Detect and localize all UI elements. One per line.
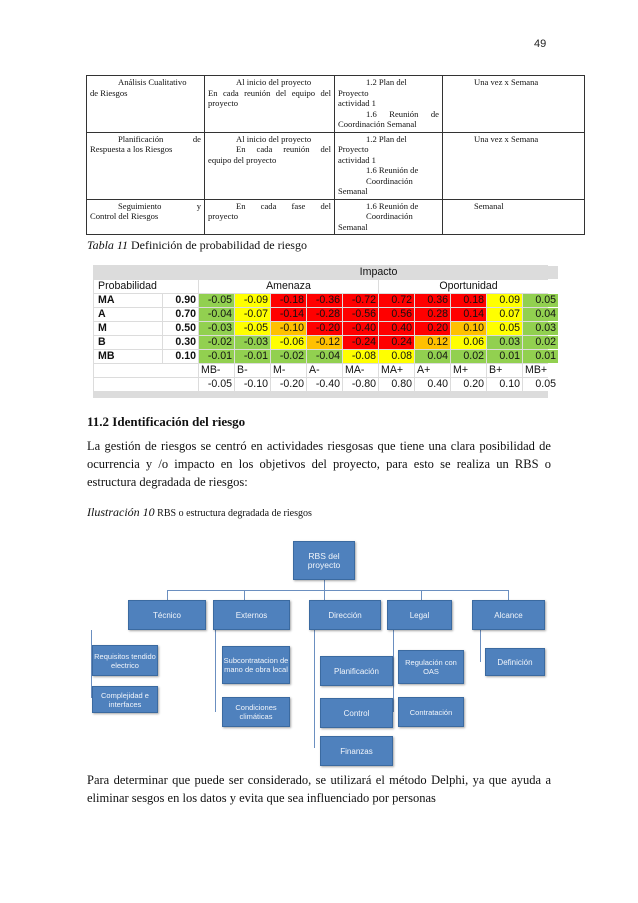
rbs-node-direccion: Dirección [309, 600, 381, 630]
matrix-cell: -0.56 [343, 308, 378, 321]
matrix-cell: 0.40 [379, 322, 414, 335]
table-cell: Al inicio del proyecto En cada reunión del equipo del proyecto [205, 132, 335, 199]
matrix-cell: -0.05 [199, 294, 234, 307]
matrix-row [94, 350, 558, 363]
rbs-node-planificacion: Planificación [320, 656, 393, 686]
rbs-node-subcontratacion: Subcontratacion de mano de obra local [222, 646, 290, 684]
impact-label: MB+ [523, 364, 558, 377]
impact-value: -0.20 [271, 378, 306, 391]
connector [167, 590, 509, 591]
connector [480, 630, 481, 662]
rbs-node-definicion: Definición [485, 648, 545, 676]
rbs-root-node: RBS del proyecto [293, 541, 355, 580]
matrix-cell: 0.03 [487, 336, 522, 349]
impact-value: 0.40 [415, 378, 450, 391]
probability-value: 0.10 [163, 350, 198, 363]
table-row [87, 199, 585, 235]
matrix-cell: -0.40 [343, 322, 378, 335]
impact-value: 0.10 [487, 378, 522, 391]
matrix-cell: 0.12 [415, 336, 450, 349]
probability-label: M [94, 322, 162, 335]
matrix-cell: -0.18 [271, 294, 306, 307]
matrix-row [94, 336, 558, 349]
impact-label: MB- [199, 364, 234, 377]
probability-label: B [94, 336, 162, 349]
rbs-node-control: Control [320, 698, 393, 728]
threat-header: Amenaza [199, 280, 378, 293]
rbs-node-regulacion: Regulación con OAS [398, 650, 464, 684]
probability-value: 0.70 [163, 308, 198, 321]
rbs-node-tecnico: Técnico [128, 600, 206, 630]
matrix-cell: -0.10 [271, 322, 306, 335]
connector [244, 590, 245, 600]
illustration-caption: Ilustración 10 RBS o estructura degradada de riesgos [87, 505, 312, 519]
impact-label: M- [271, 364, 306, 377]
rbs-node-legal: Legal [387, 600, 452, 630]
matrix-cell: 0.28 [415, 308, 450, 321]
matrix-cell: -0.01 [199, 350, 234, 363]
rbs-node-externos: Externos [213, 600, 290, 630]
probability-label: MA [94, 294, 162, 307]
table-cell: Al inicio del proyecto En cada reunión del equipo del proyecto [205, 76, 335, 133]
connector [324, 580, 325, 600]
rbs-node-complejidad: Complejidad e interfaces [92, 686, 158, 713]
connector [314, 630, 315, 748]
rbs-node-contratacion: Contratación [398, 697, 464, 727]
matrix-cell: 0.04 [415, 350, 450, 363]
matrix-cell: 0.18 [451, 294, 486, 307]
matrix-cell: -0.24 [343, 336, 378, 349]
matrix-cell: 0.01 [523, 350, 558, 363]
matrix-cell: -0.03 [199, 322, 234, 335]
matrix-cell: -0.02 [199, 336, 234, 349]
probability-value: 0.90 [163, 294, 198, 307]
matrix-cell: 0.10 [451, 322, 486, 335]
matrix-cell: -0.20 [307, 322, 342, 335]
matrix-cell: 0.06 [451, 336, 486, 349]
matrix-cell: 0.36 [415, 294, 450, 307]
matrix-cell: -0.12 [307, 336, 342, 349]
table-caption: Tabla 11 Definición de probabilidad de riesgo [87, 238, 307, 252]
matrix-cell: 0.05 [487, 322, 522, 335]
impact-label: A+ [415, 364, 450, 377]
impact-label: M+ [451, 364, 486, 377]
matrix-cell: -0.06 [271, 336, 306, 349]
matrix-cell: 0.02 [451, 350, 486, 363]
rbs-node-finanzas: Finanzas [320, 736, 393, 766]
impact-value: 0.80 [379, 378, 414, 391]
impact-label: B- [235, 364, 270, 377]
matrix-cell: 0.05 [523, 294, 558, 307]
page-number: 49 [534, 38, 547, 50]
connector [421, 590, 422, 600]
table-row [87, 132, 585, 199]
table-cell: Seguimiento y Control del Riesgos [87, 199, 205, 235]
impact-label: MA+ [379, 364, 414, 377]
probability-label: MB [94, 350, 162, 363]
matrix-cell: -0.07 [235, 308, 270, 321]
matrix-cell: -0.08 [343, 350, 378, 363]
matrix-cell: 0.01 [487, 350, 522, 363]
impact-value: 0.20 [451, 378, 486, 391]
matrix-row [94, 294, 558, 307]
connector [215, 630, 216, 712]
matrix-cell: 0.20 [415, 322, 450, 335]
impact-title: Impacto [199, 266, 558, 279]
paragraph: Para determinar que puede ser considerado, se utilizará el método Delphi, ya que ayuda a eliminar sesgos en los datos y evita que sea influenciado por personas [87, 773, 551, 805]
probability-header: Probabilidad [94, 280, 198, 293]
matrix-cell: -0.14 [271, 308, 306, 321]
matrix-cell: -0.03 [235, 336, 270, 349]
matrix-cell: 0.02 [523, 336, 558, 349]
table-cell: Semanal [443, 199, 585, 235]
matrix-cell: 0.09 [487, 294, 522, 307]
table-cell: 1.6 Reunión de Coordinación Semanal [335, 199, 443, 235]
matrix-cell: -0.28 [307, 308, 342, 321]
probability-matrix [93, 265, 557, 398]
matrix-row [94, 308, 558, 321]
connector [167, 590, 168, 600]
probability-label: A [94, 308, 162, 321]
probability-value: 0.30 [163, 336, 198, 349]
impact-value: 0.05 [523, 378, 558, 391]
table-cell: Una vez x Semana [443, 76, 585, 133]
rbs-node-condiciones: Condiciones climáticas [222, 697, 290, 727]
impact-value: -0.80 [343, 378, 378, 391]
matrix-cell: -0.72 [343, 294, 378, 307]
matrix-cell: 0.03 [523, 322, 558, 335]
table-cell: 1.2 Plan del Proyecto actividad 1 1.6 Reunión de Coordinación Semanal [335, 76, 443, 133]
impact-label: MA- [343, 364, 378, 377]
matrix-cell: -0.02 [271, 350, 306, 363]
section-heading: 11.2 Identificación del riesgo [87, 414, 246, 429]
matrix-cell: -0.04 [307, 350, 342, 363]
connector [508, 590, 509, 600]
risk-process-table [86, 75, 585, 235]
matrix-cell: -0.05 [235, 322, 270, 335]
impact-label: B+ [487, 364, 522, 377]
impact-value: -0.40 [307, 378, 342, 391]
impact-value: -0.10 [235, 378, 270, 391]
table-cell: En cada fase del proyecto [205, 199, 335, 235]
rbs-node-alcance: Alcance [472, 600, 545, 630]
opportunity-header: Oportunidad [379, 280, 558, 293]
matrix-cell: -0.01 [235, 350, 270, 363]
table-cell: Planificación de Respuesta a los Riesgos [87, 132, 205, 199]
table-cell: Una vez x Semana [443, 132, 585, 199]
matrix-cell: 0.72 [379, 294, 414, 307]
matrix-cell: -0.36 [307, 294, 342, 307]
table-cell: Análisis Cualitativo de Riesgos [87, 76, 205, 133]
matrix-cell: -0.04 [199, 308, 234, 321]
table-cell: 1.2 Plan del Proyecto actividad 1 1.6 Reunión de Coordinación Semanal [335, 132, 443, 199]
paragraph: La gestión de riesgos se centró en actividades riesgosas que tiene una clara posibilidad de ocurrencia y /o impacto en los objetivos del proyecto, para esto se realiza un RBS o estructura degradada de riesgos: [87, 439, 551, 489]
probability-value: 0.50 [163, 322, 198, 335]
matrix-cell: 0.08 [379, 350, 414, 363]
matrix-cell: 0.14 [451, 308, 486, 321]
matrix-cell: -0.09 [235, 294, 270, 307]
matrix-cell: 0.07 [487, 308, 522, 321]
connector [393, 630, 394, 712]
connector [91, 630, 92, 698]
matrix-cell: 0.24 [379, 336, 414, 349]
table-row [87, 76, 585, 133]
impact-label: A- [307, 364, 342, 377]
matrix-cell: 0.56 [379, 308, 414, 321]
matrix-cell: 0.04 [523, 308, 558, 321]
rbs-node-requisitos: Requisitos tendido electrico [92, 645, 158, 676]
impact-value: -0.05 [199, 378, 234, 391]
matrix-row [94, 322, 558, 335]
